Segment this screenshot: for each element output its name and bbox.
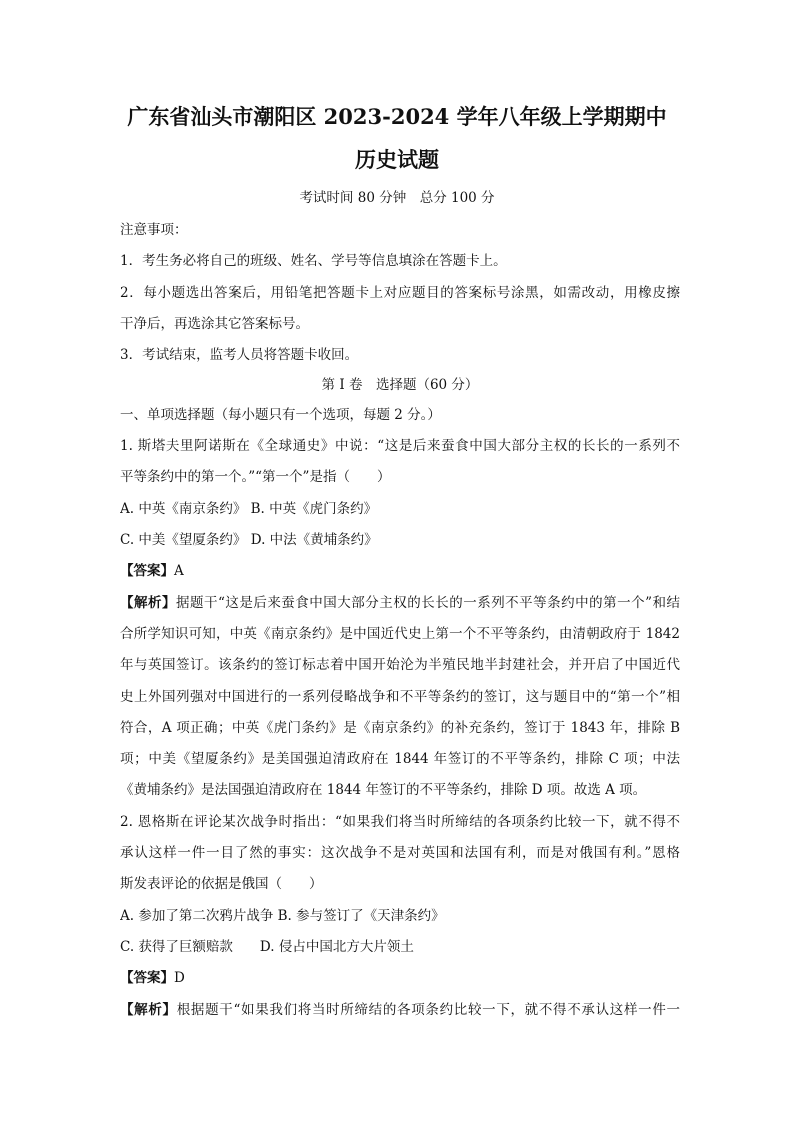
q1-analysis-line-2: 合所学知识可知，中英《南京条约》是中国近代史上第一个不平等条约，由清朝政府于 1842 — [120, 626, 680, 642]
q2-stem-line-3: 斯发表评论的依据是俄国（ ） — [120, 876, 323, 892]
q1-analysis-line-1 — [120, 591, 680, 611]
q1-answer — [120, 559, 680, 579]
notice-item-3: 3．考试结束，监考人员将答题卡收回。 — [120, 347, 359, 363]
answer-value: A — [174, 563, 184, 579]
q1-analysis-line-3: 年与英国签订。该条约的签订标志着中国开始沦为半殖民地半封建社会，并开启了中国近代 — [120, 657, 680, 673]
q1-analysis-line-6: 项；中美《望厦条约》是美国强迫清政府在 1844 年签订的不平等条约，排除 C 项；中法 — [120, 751, 680, 767]
notice-item-2-line-1: 2．每小题选出答案后，用铅笔把答题卡上对应题目的答案标号涂黑，如需改动，用橡皮擦 — [120, 285, 680, 301]
q1-stem-line-1: 1. 斯塔夫里阿诺斯在《全球通史》中说：“这是后来蚕食中国大部分主权的长长的一系列不 — [120, 438, 680, 454]
q1-options-cd: C. 中美《望厦条约》 D. 中法《黄埔条约》 — [120, 532, 378, 548]
q1-stem-line-2: 平等条约中的第一个。”“第一个”是指（ ） — [120, 469, 391, 485]
q1-analysis-line-4: 史上外国列强对中国进行的一系列侵略战争和不平等条约的签订，这与题目中的“第一个”相 — [120, 689, 680, 705]
q1-analysis-line-7: 《黄埔条约》是法国强迫清政府在 1844 年签订的不平等条约，排除 D 项。故选 A 项。 — [120, 782, 647, 798]
q2-options-ab: A. 参加了第二次鸦片战争 B. 参与签订了《天津条约》 — [120, 908, 445, 924]
answer-label: 【答案】 — [120, 970, 174, 986]
document-title: 广东省汕头市潮阳区 2023-2024 学年八年级上学期期中 — [127, 104, 667, 129]
analysis-text: 根据题干“如果我们将当时所缔结的各项条约比较一下，就不得不承认这样一件一 — [176, 1002, 680, 1018]
answer-value: D — [174, 970, 185, 986]
notice-item-1: 1．考生务必将自己的班级、姓名、学号等信息填涂在答题卡上。 — [120, 253, 507, 269]
answer-label: 【答案】 — [120, 563, 174, 579]
exam-info: 考试时间 80 分钟 总分 100 分 — [299, 190, 495, 206]
q2-stem-line-2: 承认这样一件一目了然的事实：这次战争不是对英国和法国有利，而是对俄国有利。”恩格 — [120, 845, 680, 861]
analysis-text: 据题干“这是后来蚕食中国大部分主权的长长的一系列不平等条约中的第一个”和结 — [175, 595, 680, 611]
q1-options-ab: A. 中英《南京条约》 B. 中英《虎门条约》 — [120, 501, 378, 517]
q2-stem-line-1: 2. 恩格斯在评论某次战争时指出：“如果我们将当时所缔结的各项条约比较一下，就不得不 — [120, 814, 680, 830]
q2-options-cd: C. 获得了巨额赔款 D. 侵占中国北方大片领土 — [120, 939, 414, 955]
q2-analysis-line-1 — [120, 998, 680, 1018]
notice-heading: 注意事项： — [120, 222, 188, 238]
q1-analysis-line-5: 符合，A 项正确；中英《虎门条约》是《南京条约》的补充条约，签订于 1843 年，排除 B — [120, 720, 680, 736]
section-instruction: 一、单项选择题（每小题只有一个选项，每题 2 分。） — [120, 407, 441, 423]
analysis-label: 【解析】 — [120, 595, 176, 611]
q2-answer — [120, 966, 680, 986]
analysis-label: 【解析】 — [120, 1002, 177, 1018]
notice-item-2-line-2: 干净后，再选涂其它答案标号。 — [120, 316, 309, 332]
document-subject: 历史试题 — [355, 147, 439, 172]
section-title: 第 I 卷 选择题（60 分） — [321, 377, 479, 393]
